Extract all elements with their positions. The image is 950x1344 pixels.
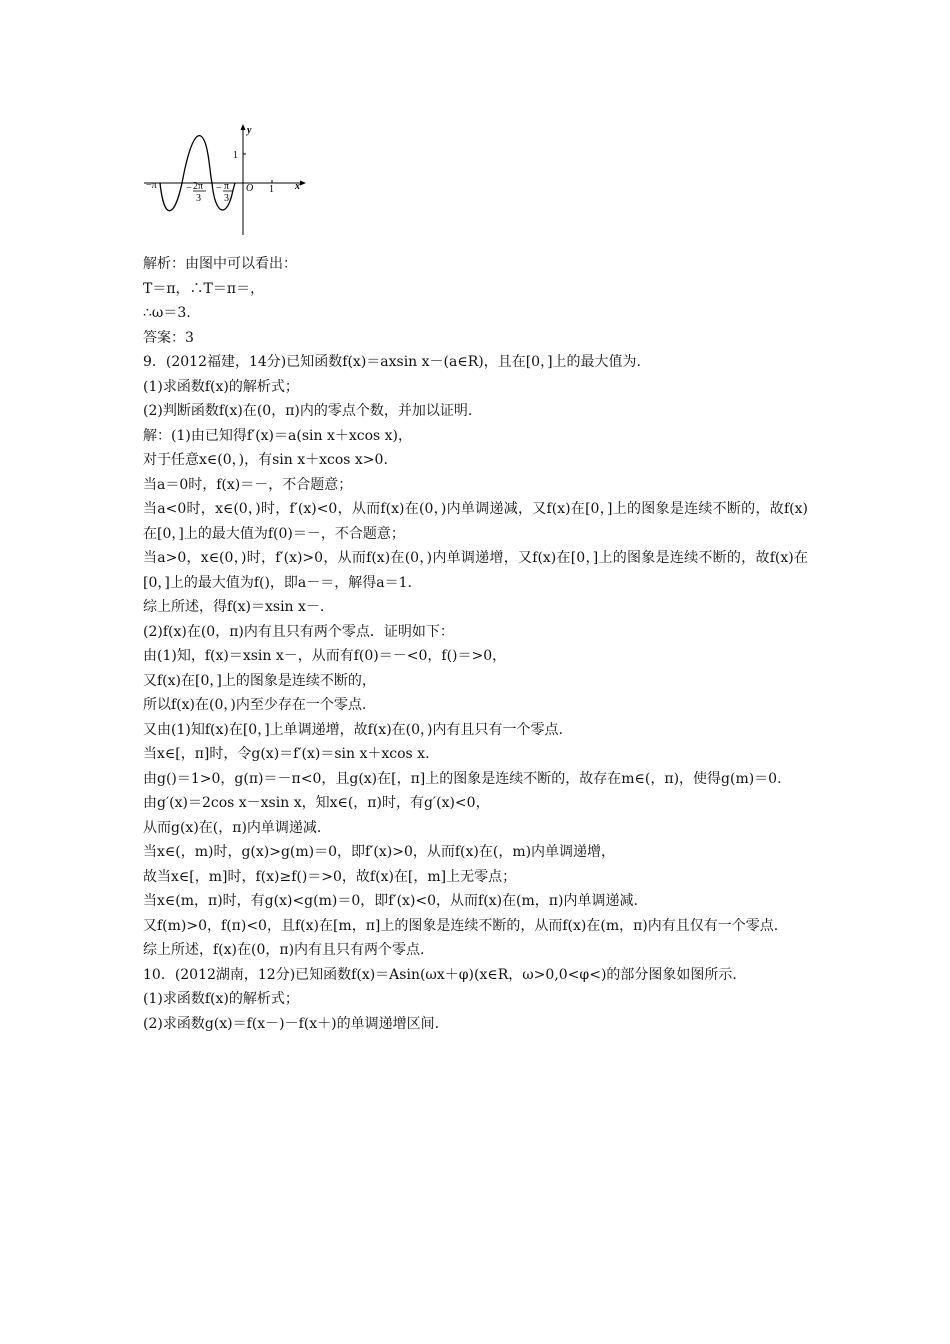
text-line: 当x∈[，π]时，令g(x)＝f′(x)＝sin x＋xcos x. bbox=[143, 746, 430, 762]
x-axis-label: x bbox=[295, 181, 300, 192]
text-line: (2)判断函数f(x)在(0，π)内的零点个数，并加以证明. bbox=[143, 403, 473, 419]
text-line: (2)求函数g(x)＝f(x－)－f(x＋)的单调递增区间. bbox=[143, 1015, 440, 1032]
solution-text bbox=[143, 252, 808, 1036]
text-line: (1)求函数f(x)的解析式； bbox=[143, 378, 299, 395]
text-line: 9．(2012福建，14分)已知函数f(x)＝axsin x－(a∈R)，且在[0，]上的最大值为. bbox=[143, 354, 641, 370]
text-line: 10．(2012湖南，12分)已知函数f(x)＝Asin(ωx＋φ)(x∈R，ω>0,0<φ<)的部分图象如图所示. bbox=[143, 966, 737, 983]
text-line: (2)f(x)在(0，π)内有且只有两个零点．证明如下： bbox=[143, 623, 454, 640]
tick-label-neg-pi3-den: 3 bbox=[224, 193, 229, 204]
text-line: 故当x∈[，m]时，f(x)≥f()＝>0，故f(x)在[，m]上无零点； bbox=[143, 868, 517, 885]
tick-label-y-one: 1 bbox=[233, 150, 238, 161]
tick-label-neg-2pi3-minus: − bbox=[186, 183, 192, 194]
text-line: 当a>0，x∈(0，)时，f′(x)>0，从而f(x)在(0，)内单调递增，又f(x)在[0，]上的图象是连续不断的，故f(x)在[0，]上的最大值为f()，即a－＝，解得a＝1. bbox=[143, 550, 808, 591]
origin-label: O bbox=[246, 183, 254, 194]
y-axis-label: y bbox=[247, 125, 252, 136]
text-line: 由g′(x)＝2cos x－xsin x，知x∈(，π)时，有g′(x)<0， bbox=[143, 795, 490, 811]
tick-label-neg-2pi3-den: 3 bbox=[196, 193, 201, 204]
text-line: 又f(x)在[0，]上的图象是连续不断的， bbox=[143, 672, 376, 689]
sine-graph bbox=[140, 120, 315, 240]
text-line: 当x∈(，m)时，g(x)>g(m)＝0，即f′(x)>0，从而f(x)在(，m)内单调递增， bbox=[143, 844, 616, 860]
text-line: 又f(m)>0，f(π)<0，且f(x)在[m，π]上的图象是连续不断的，从而f(x)在(m，π)内有且仅有一个零点. bbox=[143, 917, 779, 934]
text-line: T＝π，∴T＝π＝， bbox=[143, 280, 265, 297]
tick-label-neg-pi3-minus: − bbox=[216, 183, 222, 194]
text-line: 综上所述，f(x)在(0，π)内有且只有两个零点. bbox=[143, 942, 425, 958]
text-line: 当x∈(m，π)时，有g(x)<g(m)＝0，即f′(x)<0，从而f(x)在(m，π)内单调递减. bbox=[143, 893, 638, 909]
text-line: 所以f(x)在(0，)内至少存在一个零点. bbox=[143, 697, 367, 713]
x-axis-arrow bbox=[300, 181, 306, 186]
text-line: 答案：3 bbox=[143, 329, 194, 346]
text-line: 由(1)知，f(x)＝xsin x－，从而有f(0)＝－<0，f()＝>0， bbox=[143, 648, 507, 664]
text-line: 当a<0时，x∈(0，)时，f′(x)<0，从而f(x)在(0，)内单调递减，又f(x)在[0，]上的图象是连续不断的，故f(x)在[0，]上的最大值为f(0)＝－，不合题意； bbox=[143, 501, 808, 542]
text-line: ∴ω＝3. bbox=[143, 305, 191, 321]
text-line: 解：(1)由已知得f′(x)＝a(sin x＋xcos x)， bbox=[143, 427, 413, 444]
text-line: 由g()＝1>0，g(π)＝－π<0，且g(x)在[，π]上的图象是连续不断的，故存在m∈(，π)，使得g(m)＝0. bbox=[143, 770, 782, 787]
text-line: (1)求函数f(x)的解析式； bbox=[143, 991, 299, 1007]
y-axis-arrow bbox=[241, 124, 246, 130]
text-line: 综上所述，得f(x)＝xsin x－. bbox=[143, 599, 325, 615]
tick-label-neg-pi3-num: π bbox=[224, 181, 230, 192]
tick-label-x-one: 1 bbox=[269, 184, 274, 195]
tick-label-neg-2pi3-num: 2π bbox=[193, 181, 204, 192]
text-line: 对于任意x∈(0，)，有sin x＋xcos x>0. bbox=[143, 452, 388, 468]
text-line: 当a＝0时，f(x)＝－，不合题意； bbox=[143, 476, 353, 493]
text-line: 从而g(x)在(，π)内单调递减. bbox=[143, 819, 322, 836]
tick-label-neg-pi: −π bbox=[146, 180, 157, 191]
text-line: 解析：由图中可以看出： bbox=[143, 256, 297, 272]
text-line: 又由(1)知f(x)在[0，]上单调递增，故f(x)在(0，)内有且只有一个零点. bbox=[143, 721, 563, 738]
